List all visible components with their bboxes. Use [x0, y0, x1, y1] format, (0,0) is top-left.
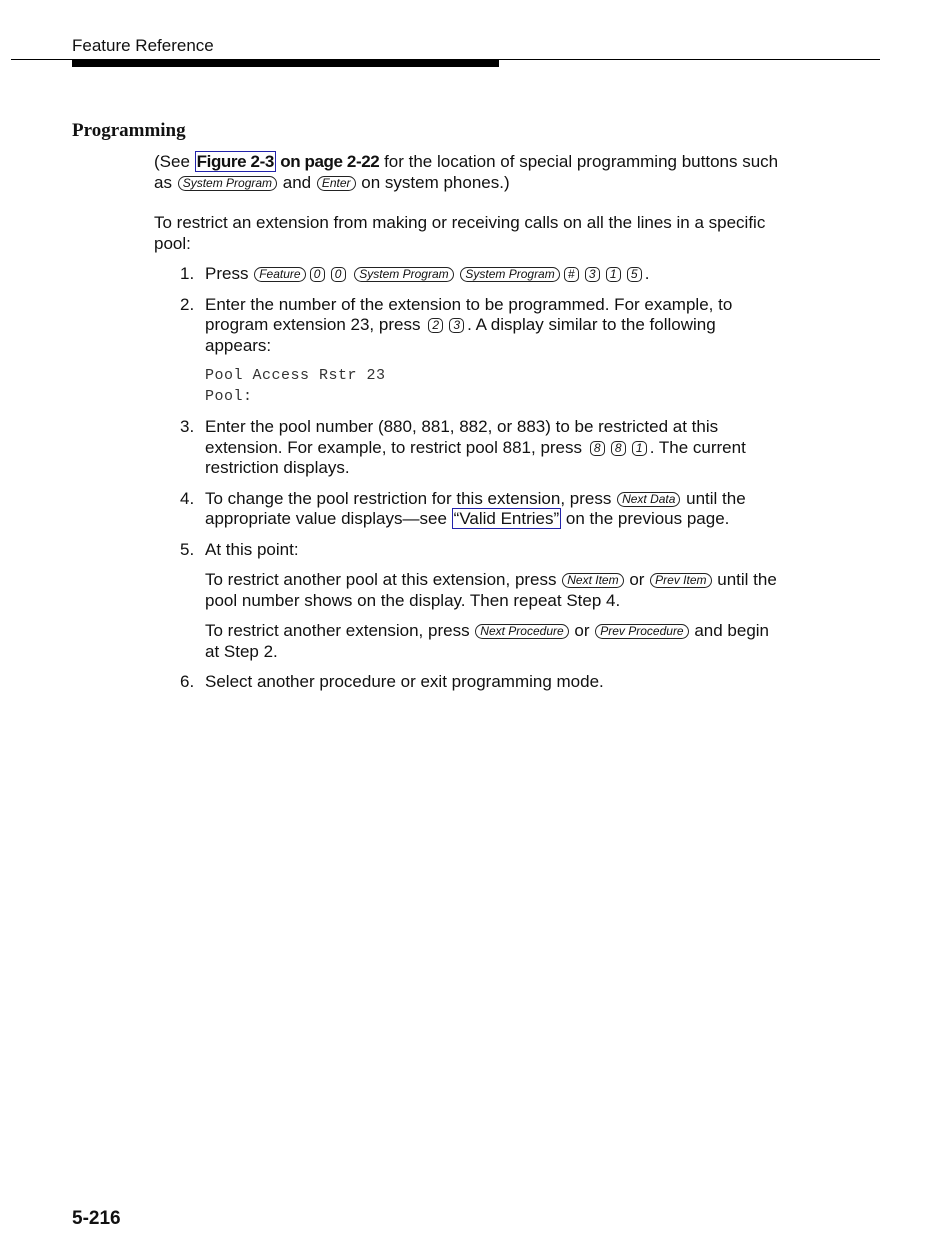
figure-link[interactable]: Figure 2-3	[196, 152, 274, 171]
digit-key: 5	[627, 267, 642, 282]
step-5-option-extension: To restrict another extension, press Next Procedure or Prev Procedure and begin at Step 2.	[205, 621, 770, 661]
step-4: 4. To change the pool restriction for this extension, press Next Data until the appropriate value displays—see “Valid Entries” on the previous page.	[180, 488, 746, 528]
digit-key: 0	[310, 267, 325, 282]
display-screen	[205, 366, 779, 407]
step-number: 1.	[180, 264, 195, 283]
digit-key: 1	[606, 267, 621, 282]
figure-page-ref: on page 2-22	[275, 152, 380, 171]
next-data-key: Next Data	[617, 492, 680, 507]
page-number: 5-216	[72, 1208, 121, 1229]
digit-key: 8	[590, 441, 605, 456]
digit-key: 2	[428, 318, 443, 333]
step-2: 2. Enter the number of the extension to be programmed. For example, to program extension 23, press 2 3 . A display similar to the following appears: Pool Access Rstr 23 Pool:	[154, 295, 779, 408]
step-number: 2.	[180, 294, 195, 314]
step-number: 3.	[180, 417, 195, 436]
next-procedure-key: Next Procedure	[475, 624, 568, 639]
display-line: Pool Access Rstr 23	[205, 367, 386, 384]
restrict-intro: To restrict an extension from making or receiving calls on all the lines in a specific pool:	[154, 213, 766, 253]
digit-key: 8	[611, 441, 626, 456]
steps-list	[154, 264, 779, 693]
system-program-key: System Program	[178, 176, 277, 191]
system-program-key: System Program	[460, 267, 559, 282]
valid-entries-link[interactable]: “Valid Entries”	[453, 509, 560, 528]
enter-key: Enter	[317, 176, 356, 191]
step-6: 6. Select another procedure or exit programming mode.	[180, 672, 604, 691]
intro-paragraph: (See Figure 2-3 on page 2-22 for the location of special programming buttons such as System Program and Enter on system phones.)	[154, 152, 779, 192]
feature-key: Feature	[254, 267, 305, 282]
system-program-key: System Program	[354, 267, 453, 282]
prev-procedure-key: Prev Procedure	[595, 624, 688, 639]
prev-item-key: Prev Item	[650, 573, 711, 588]
step-3: 3. Enter the pool number (880, 881, 882, or 883) to be restricted at this extension. For example, to restrict pool 881, press 8 8 1 . The current restriction displays.	[180, 417, 746, 477]
step-number: 6.	[180, 672, 195, 691]
next-item-key: Next Item	[562, 573, 623, 588]
header-bar	[72, 60, 499, 67]
step-5-option-pool: To restrict another pool at this extension, press Next Item or Prev Item until the pool number shows on the display. Then repeat Step 4.	[205, 570, 777, 610]
step-number: 5.	[180, 539, 195, 559]
digit-key: 0	[331, 267, 346, 282]
step-1: 1. Press Feature 0 0 System Program System Program # 3 1 5 .	[180, 264, 650, 283]
digit-key: 1	[632, 441, 647, 456]
pound-key: #	[564, 267, 579, 282]
section-heading: Programming	[72, 120, 186, 141]
digit-key: 3	[449, 318, 464, 333]
digit-key: 3	[585, 267, 600, 282]
step-number: 4.	[180, 488, 195, 508]
running-header: Feature Reference	[72, 36, 214, 55]
content-body	[154, 152, 779, 703]
display-line: Pool:	[205, 387, 253, 405]
step-5: 5. At this point: To restrict another pool at this extension, press Next Item or Prev Item until the pool number shows on the display. Then repeat Step 4. To restrict another extension, press Next Procedure or Prev Procedure and begin at Step 2.	[154, 540, 779, 663]
